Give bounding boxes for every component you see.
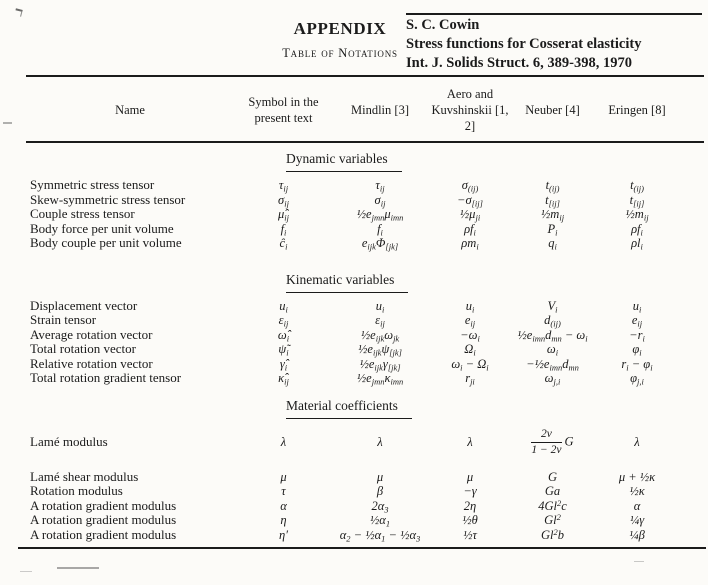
symbol-cell: $P_i$ <box>547 221 558 238</box>
citation-journal: Int. J. Solids Struct. 6, 389-398, 1970 <box>406 54 632 71</box>
table-row <box>28 470 684 485</box>
column-header: Name <box>115 102 145 117</box>
symbol-cell: $\rho m_i$ <box>461 236 479 252</box>
symbol-cell: $t_{[ij]}$ <box>545 192 560 209</box>
symbol-cell: λ <box>467 434 473 449</box>
appendix-title: APPENDIX <box>293 19 387 38</box>
scan-artifact <box>3 122 12 124</box>
row-name: Relative rotation vector <box>30 355 153 371</box>
section-rows <box>28 178 684 251</box>
symbol-cell: $\frac{1}{2}e_{jmn}\kappa_{imn}$ <box>356 371 404 387</box>
column-header-row <box>28 83 684 137</box>
symbol-cell: α <box>280 498 287 513</box>
symbol-cell: λ <box>377 434 383 449</box>
symbol-cell: τ <box>281 484 286 499</box>
symbol-cell: $2\alpha_3$ <box>371 498 389 515</box>
table-body <box>28 145 684 542</box>
symbol-cell: $-\sigma_{[ij]}$ <box>457 192 483 209</box>
symbol-cell: λ <box>634 434 640 449</box>
table-row <box>28 193 684 208</box>
symbol-cell: $\varepsilon_{ij}$ <box>278 313 289 329</box>
symbol-cell: $\varphi_{j,i}$ <box>630 371 644 387</box>
symbol-cell: $\psĩ_i$ <box>278 342 289 358</box>
symbol-cell: $u_i$ <box>632 298 642 315</box>
symbol-cell: $\frac{1}{2}e_{jmn}\mu_{imn}$ <box>356 207 404 223</box>
symbol-cell: $-r_i$ <box>629 327 645 344</box>
row-name: Skew-symmetric stress tensor <box>30 191 186 207</box>
symbol-cell: $e_{ij}$ <box>631 313 643 329</box>
table-row <box>28 236 684 251</box>
symbol-cell: $\frac{1}{2}m_{ij}$ <box>540 207 565 223</box>
row-name: Lamé shear modulus <box>30 468 139 484</box>
symbol-cell: $\frac{2\nu}{1 - 2\nu}$ G <box>531 427 574 456</box>
citation-block <box>406 16 706 73</box>
symbol-cell: $-\frac{1}{2}e_{imn}d_{mn}$ <box>526 356 579 373</box>
symbol-cell: $\omega_i - \Omega_i$ <box>451 356 489 373</box>
symbol-cell: ½κ <box>629 484 645 499</box>
symbol-cell: $\alpha_2$ − $\frac{1}{2}\alpha_1$ − $\frac{1}{2}\alpha_3$ <box>339 527 421 544</box>
symbol-cell: $\frac{1}{2}e_{ijk}\psi_{[jk]}$ <box>358 342 402 358</box>
symbol-cell: $\gammâ_i$ <box>279 356 288 373</box>
symbol-cell: $u_i$ <box>375 298 385 315</box>
symbol-cell: $f_i$ <box>377 221 383 238</box>
symbol-cell: $d_{(ij)}$ <box>544 313 561 329</box>
scan-artifact <box>20 571 32 572</box>
table-row <box>28 299 684 314</box>
symbol-cell: $\frac{1}{2}\alpha_1$ <box>369 513 391 529</box>
section-title: Material coefficients <box>286 398 412 419</box>
symbol-cell: $\frac{1}{2}\mu_{ji}$ <box>459 207 481 223</box>
table-section <box>28 145 684 251</box>
symbol-cell: $t_{[ij]}$ <box>629 192 645 209</box>
table-top-rule <box>26 75 704 77</box>
symbol-cell: $\sigma_{ij}$ <box>278 192 289 209</box>
symbol-cell: μ <box>466 469 474 484</box>
table-row <box>28 513 684 528</box>
symbol-cell: $V_i$ <box>547 298 558 315</box>
section-rows <box>28 299 684 386</box>
table-row <box>28 222 684 237</box>
table-row <box>28 499 684 514</box>
table-row <box>28 328 684 343</box>
symbol-cell: Ga <box>544 484 561 499</box>
row-name: Average rotation vector <box>30 326 153 342</box>
row-name: A rotation gradient modulus <box>30 497 177 513</box>
table-row <box>28 528 684 543</box>
row-name: Displacement vector <box>30 297 138 313</box>
symbol-cell: $f_i$ <box>280 221 287 238</box>
table-row <box>28 313 684 328</box>
symbol-cell: $\kappâ_{ij}$ <box>278 371 289 387</box>
appendix-subtitle: Table of Notations <box>282 46 398 60</box>
symbol-cell: μ + ½κ <box>618 469 656 484</box>
row-name: A rotation gradient modulus <box>30 512 177 528</box>
section-title: Dynamic variables <box>286 151 402 172</box>
citation-title: Stress functions for Cosserat elasticity <box>406 35 642 52</box>
symbol-cell: G <box>547 469 558 484</box>
table-row <box>28 342 684 357</box>
symbol-cell: Gl$^2$ <box>544 512 561 528</box>
symbol-cell: μ <box>280 469 287 484</box>
table-row <box>28 484 684 499</box>
symbol-cell: λ <box>280 434 287 449</box>
scan-artifact <box>14 8 22 16</box>
symbol-cell: $-\omega_i$ <box>460 327 480 344</box>
row-name: Rotation modulus <box>30 483 123 499</box>
column-header: Symbol in the present text <box>248 94 319 125</box>
row-name: Strain tensor <box>30 312 97 327</box>
symbol-cell: α <box>633 498 641 513</box>
row-name: Couple stress tensor <box>30 206 135 221</box>
symbol-cell: $\frac{1}{2}e_{ijk}\gamma_{[jk]}$ <box>359 356 401 373</box>
section-title: Kinematic variables <box>286 272 408 293</box>
symbol-cell: $\rho f_i$ <box>464 221 476 238</box>
symbol-cell: η <box>280 513 287 528</box>
symbol-cell: η′ <box>279 527 288 542</box>
table-row <box>28 428 684 457</box>
column-header: Eringen [8] <box>608 102 666 117</box>
symbol-cell: $\varepsilon_{ij}$ <box>375 313 385 329</box>
symbol-cell: Gl$^2$b <box>541 526 564 542</box>
symbol-cell: 2η <box>463 498 477 513</box>
symbol-cell: ½θ <box>462 513 478 528</box>
symbol-cell: $\tau_{ij}$ <box>375 178 385 194</box>
symbol-cell: ¼β <box>629 527 645 542</box>
table-row <box>28 207 684 222</box>
symbol-cell: ½τ <box>463 527 477 542</box>
table-row <box>28 357 684 372</box>
citation-top-rule <box>406 13 702 15</box>
symbol-cell: $ĉ_i$ <box>279 236 288 252</box>
scan-artifact <box>634 561 644 562</box>
section-rows <box>28 428 684 543</box>
column-header: Mindlin [3] <box>351 102 409 117</box>
symbol-cell: $\tau_{ij}$ <box>278 178 289 194</box>
symbol-cell: $t_{(ij)}$ <box>630 178 644 194</box>
table-bottom-rule <box>18 547 706 549</box>
symbol-cell: β <box>376 484 384 499</box>
column-header: Neuber [4] <box>525 102 580 117</box>
symbol-cell: $\frac{1}{2}e_{imn}d_{mn} - \omega_i$ <box>517 327 588 344</box>
symbol-cell: $\mû_{ij}$ <box>277 207 289 223</box>
column-header: Aero and Kuvshinskii [1, 2] <box>431 86 509 134</box>
row-name: A rotation gradient modulus <box>30 526 177 542</box>
row-name: Body couple per unit volume <box>30 235 182 250</box>
row-name: Total rotation gradient tensor <box>30 370 182 385</box>
symbol-cell: ¼γ <box>629 513 645 528</box>
symbol-cell: $r_{ji}$ <box>465 371 475 387</box>
symbol-cell: $\varphi_i$ <box>632 342 642 358</box>
fraction: $\frac{2\nu}{1 - 2\nu}$ <box>531 427 562 456</box>
symbol-cell: $u_i$ <box>279 298 288 315</box>
symbol-cell: $\sigma_{ij}$ <box>374 192 386 209</box>
table-row <box>28 371 684 386</box>
symbol-cell: μ <box>376 469 384 484</box>
symbol-cell: $u_i$ <box>465 298 475 315</box>
symbol-cell: $\omega_i$ <box>546 342 559 358</box>
symbol-cell: $r_i - \varphi_i$ <box>621 356 653 373</box>
symbol-cell: $\Omega_i$ <box>464 342 476 358</box>
symbol-cell: $e_{ijk}\Phi_{[jk]}$ <box>361 236 399 252</box>
symbol-cell: $q_i$ <box>548 236 557 252</box>
citation-author: S. C. Cowin <box>406 17 480 33</box>
symbol-cell: −γ <box>463 484 477 499</box>
symbol-cell: $\rho l_i$ <box>631 236 643 252</box>
row-name: Lamé modulus <box>30 433 108 449</box>
table-row <box>28 178 684 193</box>
scan-artifact <box>57 567 99 569</box>
row-name: Symmetric stress tensor <box>30 177 155 192</box>
table-section <box>28 251 684 386</box>
symbol-cell: $\frac{1}{2}e_{ijk}\omega_{jk}$ <box>360 327 400 344</box>
symbol-cell: $\sigma_{(ij)}$ <box>461 178 479 194</box>
symbol-cell: $\rho f_i$ <box>631 221 643 238</box>
appendix-heading <box>258 19 422 61</box>
symbol-cell: 4Gl$^2$c <box>538 497 567 513</box>
symbol-cell: $\omega_{j,i}$ <box>544 371 561 387</box>
row-name: Body force per unit volume <box>30 220 174 236</box>
symbol-cell: $t_{(ij)}$ <box>545 178 560 194</box>
row-name: Total rotation vector <box>30 341 136 356</box>
column-header-bottom-rule <box>26 141 704 143</box>
symbol-cell: $\omegâ_i$ <box>277 327 290 344</box>
symbol-cell: $e_{ij}$ <box>464 313 476 329</box>
table-section <box>28 386 684 543</box>
symbol-cell: $\frac{1}{2}m_{ij}$ <box>625 207 649 223</box>
